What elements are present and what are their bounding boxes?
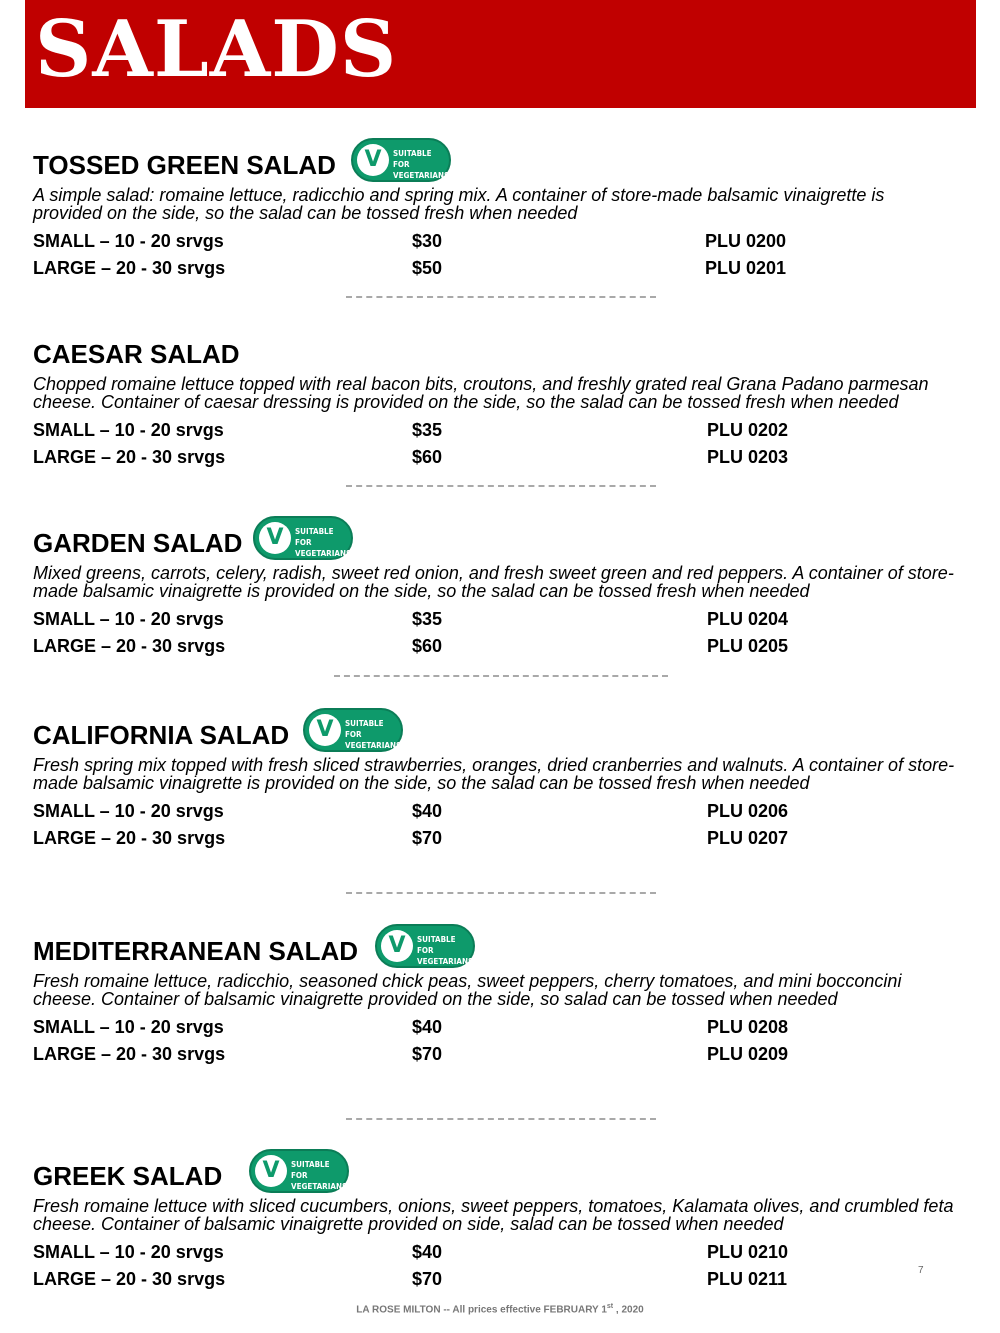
section-divider [346, 892, 656, 894]
section-divider [346, 296, 656, 298]
size-row-large: LARGE – 20 - 30 srvgs $50 PLU 0201 [33, 258, 787, 278]
vegetarian-v-icon: V [255, 1155, 287, 1187]
size-row-small: SMALL – 10 - 20 srvgs $35 PLU 0202 [33, 420, 789, 440]
salad-description: Mixed greens, carrots, celery, radish, sweet red onion, and fresh sweet green and red peppers. A container of store-made balsamic vinaigrette is provided on the side, so the salad can be tossed fresh when needed [33, 563, 954, 601]
salad-description: Fresh romaine lettuce with sliced cucumbers, onions, sweet peppers, tomatoes, Kalamata olives, and crumbled feta cheese. Container of balsamic vinaigrette provided on side, salad can be tossed when needed [33, 1196, 954, 1234]
size-row-small: SMALL – 10 - 20 srvgs $40 PLU 0208 [33, 1017, 789, 1037]
salad-description: A simple salad: romaine lettuce, radicchio and spring mix. A container of store-made balsamic vinaigrette is provided on the side, so the salad can be tossed fresh when needed [33, 185, 885, 223]
salad-title: CALIFORNIA SALAD [33, 720, 290, 750]
size-row-small: SMALL – 10 - 20 srvgs $40 PLU 0210 [33, 1242, 789, 1262]
vegetarian-v-icon: V [309, 714, 341, 746]
vegetarian-v-icon: V [357, 144, 389, 176]
vegetarian-badge: V SUITABLE FOR VEGETARIANS [375, 924, 475, 968]
salad-description: Fresh spring mix topped with fresh sliced strawberries, oranges, dried cranberries and walnuts. A container of store-made balsamic vinaigrette is provided on the side, so the salad can be tossed fresh when needed [33, 755, 955, 793]
vegetarian-badge: V SUITABLE FOR VEGETARIANS [249, 1149, 349, 1193]
page-banner [25, 0, 976, 108]
vegetarian-badge: V SUITABLE FOR VEGETARIANS [253, 516, 353, 560]
size-row-large: LARGE – 20 - 30 srvgs $60 PLU 0203 [33, 447, 789, 467]
footer-note: LA ROSE MILTON -- All prices effective FEBRUARY 1st , 2020 [356, 1303, 644, 1316]
size-row-small: SMALL – 10 - 20 srvgs $30 PLU 0200 [33, 231, 787, 251]
size-row-small: SMALL – 10 - 20 srvgs $35 PLU 0204 [33, 609, 789, 629]
salad-description: Chopped romaine lettuce topped with real bacon bits, croutons, and freshly grated real Grana Padano parmesan cheese. Container of caesar dressing is provided on the side, so the salad can be tossed fresh when needed [33, 374, 929, 412]
section-divider [346, 1118, 656, 1120]
salad-title: TOSSED GREEN SALAD [33, 150, 336, 180]
page-title: SALADS [35, 4, 398, 95]
salad-description: Fresh romaine lettuce, radicchio, seasoned chick peas, sweet peppers, cherry tomatoes, and mini bocconcini cheese. Container of balsamic vinaigrette provided on the side, so salad can be tossed when needed [33, 971, 902, 1009]
section-divider [334, 675, 668, 677]
salad-title: GARDEN SALAD [33, 528, 243, 558]
size-row-large: LARGE – 20 - 30 srvgs $70 PLU 0209 [33, 1044, 789, 1064]
vegetarian-v-icon: V [259, 522, 291, 554]
section-divider [346, 485, 656, 487]
size-row-large: LARGE – 20 - 30 srvgs $70 PLU 0211 [33, 1269, 788, 1289]
size-row-small: SMALL – 10 - 20 srvgs $40 PLU 0206 [33, 801, 789, 821]
salad-title: GREEK SALAD [33, 1161, 223, 1191]
size-row-large: LARGE – 20 - 30 srvgs $70 PLU 0207 [33, 828, 789, 848]
vegetarian-v-icon: V [381, 930, 413, 962]
salad-title: MEDITERRANEAN SALAD [33, 936, 358, 966]
salad-title: CAESAR SALAD [33, 339, 240, 369]
vegetarian-badge: V SUITABLE FOR VEGETARIANS [351, 138, 451, 182]
page-number: 7 [918, 1265, 924, 1276]
size-row-large: LARGE – 20 - 30 srvgs $60 PLU 0205 [33, 636, 789, 656]
vegetarian-badge: V SUITABLE FOR VEGETARIANS [303, 708, 403, 752]
